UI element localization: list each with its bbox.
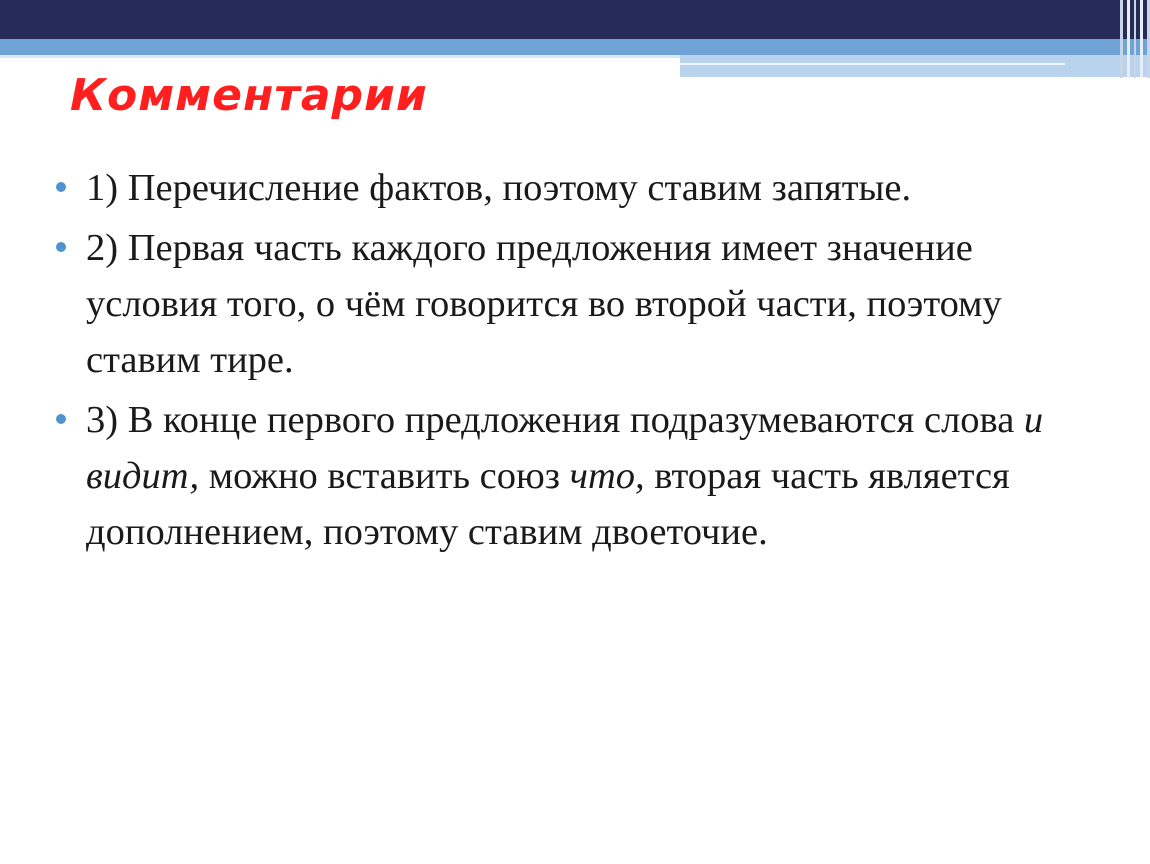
list-item (52, 392, 1062, 560)
slide-title: Комментарии (70, 70, 428, 121)
bullet-icon (56, 182, 66, 192)
bullet-icon (56, 242, 66, 252)
item-text-part: можно вставить союз (199, 455, 570, 497)
item-italic-text: что, (569, 455, 645, 497)
list-item (52, 160, 1062, 216)
item-text-part: 3) В конце первого предложения подразумеваются слова (86, 399, 1024, 441)
list-item (52, 220, 1062, 388)
header-bar-dark (0, 0, 1150, 39)
item-text: 2) Первая часть каждого предложения имеет значение условия того, о чём говорится во второй части, поэтому ставим тире. (86, 227, 1002, 381)
item-italic-text: и видит, (86, 399, 1044, 497)
header-stripes (1114, 0, 1150, 78)
item-text: 1) Перечисление фактов, поэтому ставим запятые. (86, 167, 912, 209)
header-bar-highlight (680, 63, 1065, 65)
header-bar-edge (0, 55, 680, 58)
item-text-part: вторая часть является дополнением, поэтому ставим двоеточие. (86, 455, 1010, 553)
header-bar-blue (0, 39, 1150, 55)
bullet-icon (56, 414, 66, 424)
bullet-list (52, 160, 1062, 564)
header-bar-light (680, 55, 1150, 77)
